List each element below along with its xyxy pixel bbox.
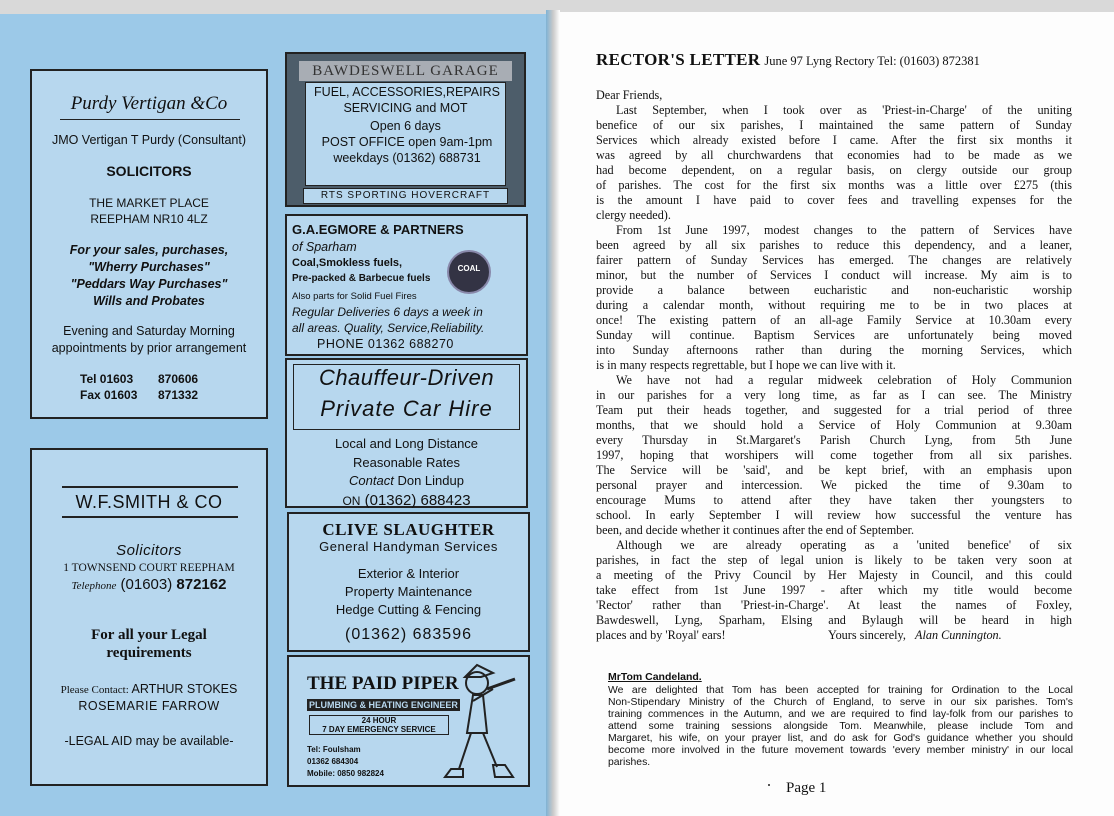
contact-label: Contact bbox=[349, 473, 394, 488]
letter-title: RECTOR'S LETTER bbox=[596, 50, 761, 69]
ad-title: CLIVE SLAUGHTER bbox=[322, 520, 495, 539]
tagline: requirements bbox=[106, 645, 192, 661]
service-line: "Wherry Purchases" bbox=[88, 260, 210, 274]
letter-line: Sunday will continue. Baptism Services are unfortunately being moved bbox=[596, 328, 1072, 342]
page-spine bbox=[546, 10, 560, 816]
product-line: Coal,Smokless fuels, bbox=[292, 257, 403, 269]
contact-name: ROSEMARIE FARROW bbox=[78, 699, 220, 713]
garage-line: FUEL, ACCESSORIES,REPAIRS bbox=[314, 85, 500, 99]
letter-greeting: Dear Friends, bbox=[596, 88, 663, 102]
ad-subtitle: PLUMBING & HEATING ENGINEER bbox=[309, 700, 458, 710]
tom-line: parishes. bbox=[608, 757, 651, 768]
fax-label: Fax 01603 bbox=[80, 388, 138, 402]
letter-line: We have not had a regular midweek celebration of Holy Communion bbox=[616, 373, 1072, 387]
letter-line: Bawdeswell, Lyng, Sparham, Elsing and Bylaugh will be heard in high bbox=[596, 613, 1072, 627]
ad-line: Hedge Cutting & Fencing bbox=[335, 602, 482, 617]
letter-line: encourage Mums to attend after they have taken ther youngsters to bbox=[596, 493, 1072, 507]
ad-title: THE PAID PIPER bbox=[307, 673, 459, 694]
divider bbox=[62, 486, 238, 488]
service-line: "Peddars Way Purchases" bbox=[70, 277, 228, 291]
hours-line: appointments by prior arrangement bbox=[51, 341, 247, 355]
ad-title: Private Car Hire bbox=[320, 396, 493, 421]
ad-title: BAWDESWELL GARAGE bbox=[299, 61, 512, 81]
coal-logo-icon bbox=[447, 250, 491, 294]
letter-line: is the amount I have paid to cover fees and travelling expenses for the bbox=[596, 193, 1072, 207]
delivery-line: Regular Deliveries 6 days a week in bbox=[292, 305, 483, 319]
letter-line: The Service will be 'said', and be kept brief, with an emphasis upon bbox=[596, 463, 1072, 477]
letter-line: every Thursday in St.Margaret's Parish Church Lyng, from 5th June bbox=[596, 433, 1072, 447]
letter-line: is in many respects regrettable, but I hope we can live with it. bbox=[596, 358, 896, 372]
tom-heading: MrTom Candeland. bbox=[608, 671, 702, 683]
tom-line: Margaret, his wife, on your prayer list, and do ask for God's guidance whether you should bbox=[608, 733, 1073, 744]
ad-names: JMO Vertigan T Purdy (Consultant) bbox=[51, 133, 247, 147]
tom-line: become more involved in the future movement towards 'every member ministry' in our local bbox=[608, 745, 1073, 756]
contact-line bbox=[287, 473, 526, 488]
letter-line: minor, but the number of Services I conduct will increase. My aim is to bbox=[596, 268, 1072, 282]
telephone: PHONE 01362 688270 bbox=[317, 337, 454, 351]
letter-line: 1997, hoping that worshipers will come together from all six parishes. bbox=[596, 448, 1072, 462]
product-line: Pre-packed & Barbecue fuels bbox=[292, 273, 431, 284]
letter-line: clergy needed). bbox=[596, 208, 671, 222]
letter-subtitle: June 97 Lyng Rectory Tel: (01603) 872381 bbox=[764, 54, 980, 68]
garage-footer: RTS SPORTING HOVERCRAFT bbox=[303, 188, 508, 204]
emergency-line: 24 HOUR bbox=[361, 716, 397, 725]
letter-line: of parishes. The cost for the first six months was a little over £275 (this bbox=[596, 178, 1072, 192]
emergency-box bbox=[309, 715, 449, 735]
delivery-line: all areas. Quality, Service,Reliability. bbox=[292, 321, 485, 335]
ad-subtitle: SOLICITORS bbox=[106, 163, 192, 179]
ad-title: W.F.SMITH & CO bbox=[75, 492, 223, 512]
ad-chauffeur-driven bbox=[285, 358, 528, 508]
letter-line: parishes, in fact the step of legal union is likely to be taken very soon at bbox=[596, 553, 1072, 567]
phone-number: (01362) 688423 bbox=[364, 492, 471, 509]
telephone bbox=[32, 372, 266, 386]
tel-code: (01603) bbox=[120, 576, 173, 593]
ad-title: Chauffeur-Driven bbox=[318, 365, 495, 390]
contact-line bbox=[32, 682, 266, 696]
fax bbox=[32, 388, 266, 402]
phone-prefix: ON bbox=[342, 494, 361, 508]
ad-egmore-partners bbox=[285, 214, 528, 356]
address-line: THE MARKET PLACE bbox=[89, 196, 209, 210]
ad-title: G.A.EGMORE & PARTNERS bbox=[292, 222, 464, 237]
divider bbox=[62, 516, 238, 518]
tel-label: Tel 01603 bbox=[80, 372, 134, 386]
ad-line: Reasonable Rates bbox=[353, 455, 460, 470]
ad-subtitle: of Sparham bbox=[292, 240, 357, 254]
ad-line: Local and Long Distance bbox=[334, 436, 479, 451]
letter-line: fairer pattern of Sunday Services has emerged. The changes are relatively bbox=[596, 253, 1072, 267]
legal-aid-note: -LEGAL AID may be available- bbox=[64, 734, 234, 748]
letter-line: Last September, when I took over as 'Priest-in-Charge' of the uniting bbox=[616, 103, 1072, 117]
letter-heading bbox=[596, 50, 980, 70]
divider bbox=[60, 119, 240, 120]
contact-name: ARTHUR STOKES bbox=[131, 682, 238, 696]
emergency-line: 7 DAY EMERGENCY SERVICE bbox=[322, 725, 436, 734]
page-number: Page 1 bbox=[786, 780, 827, 796]
letter-line: school. In early September I will review how successful the venture has bbox=[596, 508, 1072, 522]
tel-label: Tel: Foulsham bbox=[307, 745, 361, 754]
ad-clive-slaughter bbox=[287, 512, 530, 652]
letter-line: places and by 'Royal' ears! bbox=[596, 628, 726, 642]
letter-line: provide a balance between eucharistic and non-eucharistic worship bbox=[596, 283, 1072, 297]
letter-line: Services which already existed before I came. After the first six months it bbox=[596, 133, 1072, 147]
tom-line: We are delighted that Tom has been accepted for training for Ordination to the Local bbox=[608, 685, 1073, 696]
ad-purdy-vertigan bbox=[30, 69, 268, 419]
tel-number: 870606 bbox=[158, 372, 199, 386]
scan-dot bbox=[768, 784, 770, 786]
letter-line: during a calendar month, without requiring me to be in two places at bbox=[596, 298, 1072, 312]
letter-line: Team put their heads together, and suggested for a trial period of three bbox=[596, 403, 1072, 417]
tom-line: attend some training sessions alongside Tom. Meanwhile, please include Tom and bbox=[608, 721, 1073, 732]
mobile-number: Mobile: 0850 982824 bbox=[307, 769, 384, 778]
letter-line: benefice of our six parishes, I maintained the same pattern of Sunday bbox=[596, 118, 1072, 132]
letter-line: Although we are already operating as a 'united benefice' of six bbox=[616, 538, 1072, 552]
ad-line: Exterior & Interior bbox=[357, 566, 460, 581]
piper-figure-icon bbox=[437, 661, 527, 785]
letter-line: was agreed by all churchwardens that economies had to be made as we bbox=[596, 148, 1072, 162]
telephone: (01362) 683596 bbox=[345, 626, 472, 643]
tom-line: Non-Stipendary Ministry of the Church of England, to serve in our six parishes. Tom's bbox=[608, 697, 1073, 708]
ad-subtitle: Solicitors bbox=[116, 542, 182, 559]
signoff: Yours sincerely, bbox=[828, 628, 906, 642]
letter-line: been agreed by all six parishes to reduce this dependency, and a leaner, bbox=[596, 238, 1072, 252]
ad-bawdeswell-garage bbox=[285, 52, 526, 207]
telephone bbox=[287, 492, 526, 509]
service-line: Wills and Probates bbox=[93, 294, 205, 308]
letter-line: months, that we should hold a Service of Holy Communion at 9.30am bbox=[596, 418, 1072, 432]
address-line: REEPHAM NR10 4LZ bbox=[90, 212, 208, 226]
letter-line: once! The existing pattern of an all-age Family Service at 10.30am every bbox=[596, 313, 1072, 327]
letter-line: From 1st June 1997, modest changes to the pattern of Services have bbox=[616, 223, 1072, 237]
telephone bbox=[32, 576, 266, 593]
ad-wf-smith bbox=[30, 448, 268, 786]
fax-number: 871332 bbox=[158, 388, 199, 402]
garage-line: SERVICING and MOT bbox=[343, 101, 468, 115]
letter-line: a meeting of the Privy Council by Her Majesty in Council, and this could bbox=[596, 568, 1072, 582]
tagline: For all your Legal bbox=[91, 627, 207, 643]
hours-line: Evening and Saturday Morning bbox=[63, 324, 235, 338]
signature: Alan Cunnington. bbox=[915, 628, 1002, 642]
garage-line: Open 6 days bbox=[370, 119, 441, 133]
ad-paid-piper bbox=[287, 655, 530, 787]
letter-line: take effect from 1st June 1997 - after which my title would become bbox=[596, 583, 1072, 597]
letter-line: into Sunday afternoons rather than during the morning Services, which bbox=[596, 343, 1072, 357]
tel-number: 872162 bbox=[176, 576, 227, 593]
ad-line: Property Maintenance bbox=[344, 584, 473, 599]
ad-subtitle: General Handyman Services bbox=[319, 539, 498, 554]
contact-label: Please Contact: bbox=[60, 684, 129, 696]
letter-line: personal prayer and intercession. We picked the time of 9.30am to bbox=[596, 478, 1072, 492]
garage-line: POST OFFICE open 9am-1pm bbox=[321, 135, 493, 149]
ad-title: Purdy Vertigan &Co bbox=[70, 93, 228, 114]
garage-line: weekdays (01362) 688731 bbox=[333, 151, 481, 165]
logo-text: COAL bbox=[457, 264, 481, 273]
address-line: 1 TOWNSEND COURT REEPHAM bbox=[63, 562, 235, 574]
letter-line: had become dependent, on a regular basis, on clergy outside our group bbox=[596, 163, 1072, 177]
letter-line: in our parishes for a very long time, as far as I can see. The Ministry bbox=[596, 388, 1072, 402]
tel-label: Telephone bbox=[71, 580, 117, 592]
letter-line: 'Rector' rather than 'Priest-in-Charge'. At least the names of Foxley, bbox=[596, 598, 1072, 612]
contact-name: Don Lindup bbox=[397, 473, 464, 488]
tom-line: training commences in the Autumn, and we are required to find lay-folk from our parishes to bbox=[608, 709, 1073, 720]
product-line: Also parts for Solid Fuel Fires bbox=[292, 291, 417, 302]
letter-signoff bbox=[828, 628, 1002, 643]
service-line: For your sales, purchases, bbox=[69, 243, 229, 257]
tel-number: 01362 684304 bbox=[307, 757, 359, 766]
letter-line: been, and decide whether it continues after the end of September. bbox=[596, 523, 915, 537]
garage-details bbox=[305, 82, 506, 186]
